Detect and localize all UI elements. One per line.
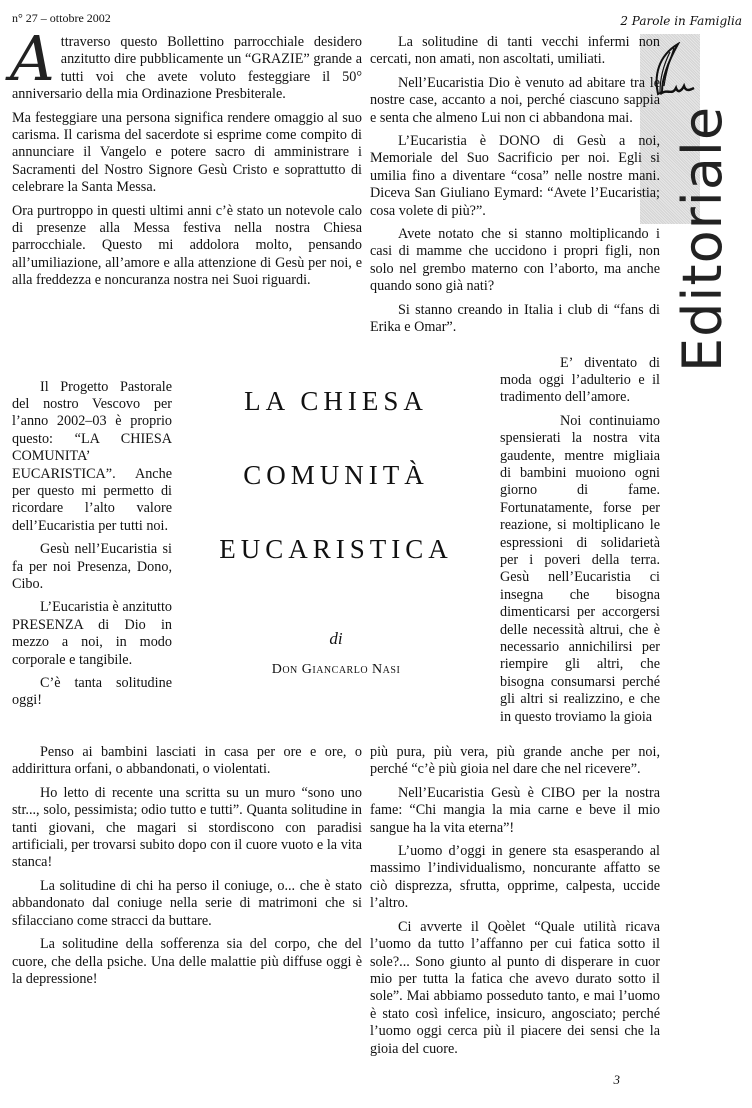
paragraph: Si stanno creando in Italia i club di “fans di Erika e Omar”. [370,301,660,336]
paragraph: Ho letto di recente una scritta su un muro “sono uno str..., solo, pessimista; odio tutto e tutti”. Quanta solitudine in tanti giovani, che magari si stordiscono con paradisi artificiali, per trovarsi subito dopo con il cuore vuoto e la vita stanca! [12,784,362,871]
paragraph: Nell’Eucaristia Gesù è CIBO per la nostra fame: “Chi mangia la mia carne e beve il mio sangue ha la vita eterna”! [370,784,660,836]
top-section [10,22,660,343]
paragraph: Avete notato che si stanno moltiplicando i casi di mamme che uccidono i propri figli, non solo nel grembo materno con l’aborto, ma anche quando sono già nati? [370,226,660,295]
paragraph: L’Eucaristia è anzitutto PRESENZA di Dio in mezzo a noi, in modo corporale e tangibile. [12,599,172,668]
right-bottom-text [370,744,660,1064]
paragraph: C’è tanta solitudine oggi! [12,675,172,709]
paragraph: La solitudine di tanti vecchi infermi non cercati, non amati, non ascoltati, umiliati. [370,34,660,68]
paragraph: Penso ai bambini lasciati in casa per ore e ore, o addirittura orfani, o abbandonati, o violentati. [12,744,362,778]
section-label: Editoriale [671,105,734,372]
paragraph: Il Progetto Pastorale del nostro Vescovo per l’anno 2002–03 è proprio questo: “LA CHIESA COMUNITA’ EUCARISTICA”. Anche per questo mi permetto di ricordare l’alto valore dell’Eucaristia per tutti noi. [12,378,172,534]
bottom-section [12,744,660,1064]
byline-di: di [329,628,343,648]
left-narrow-text [12,355,172,716]
title-line: COMUNITÀ [243,459,429,490]
paragraph: Ma festeggiare una persona significa rendere omaggio al suo carisma. Il carisma del sacerdote si esprime come compito di annunciare il Vangelo e potere sacro di amministrare i Sacramenti del Nostro Signore Gesù Cristo e soprattutto di celebrare la Santa Messa. [12,109,362,196]
drop-cap: A [10,22,55,95]
author: Don Giancarlo Nasi [271,661,401,677]
paragraph: L’Eucaristia è DONO di Gesù a noi, Memoriale del Suo Sacrificio per noi. Egli si umilia fino a diventare “cosa” nelle nostre mani. Diceva San Giuliano Eymard: “Avete l’Eucaristia; cosa volete di più?”. [370,133,660,219]
title-line: EUCARISTICA [219,533,453,564]
paragraph: Ora purtroppo in questi ultimi anni c’è stato un notevole calo di presenze alla Messa festiva nella nostra Chiesa parrocchiale. Questo mi addolora molto, pensando all’umiliazione, all’amore e alla attenzione di Gesù per noi, e alla freddezza e noncuranza nostra nei Suoi riguardi. [12,202,362,289]
paragraph: L’uomo d’oggi in genere sta esasperando al massimo l’individualismo, noncurante affatto se ciò disprezza, sfrutta, opprime, calpesta, uccide l’altro. [370,843,660,912]
issue-date: n° 27 – ottobre 2002 [12,11,111,25]
paragraph: La solitudine della sofferenza sia del corpo, che del cuore, che della psiche. Una delle malattie più diffuse oggi è la depressione! [12,936,362,987]
magazine-name: 2 Parole in Famiglia [620,14,742,28]
paragraph: Ci avverte il Qoèlet “Quale utilità ricava l’uomo da tutto l’affanno per cui fatica sotto il sole?... Sono giunto al punto di disperare in cuor mio per tutta la fatica che avevo durato sotto il sole”. Mai abbiamo posseduto tanto, e mai l’uomo è stato così infelice, insicuro, angosciato; perché l’uomo oggi cerca più il piacere dei sensi che la gioia del cuore. [370,918,660,1057]
paragraph: ttraverso questo Bollettino parrocchiale desidero anzitutto dire pubblicamente un “GRAZIE” grande a tutti voi che avete voluto festeggiare il 50° anniversario della mia Ordinazione Presbiterale. [12,34,362,103]
paragraph: Gesù nell’Eucaristia si fa per noi Presenza, Dono, Cibo. [12,541,172,592]
intro-text [10,22,362,296]
paragraph: più pura, più vera, più grande anche per noi, perché “c’è più gioia nel dare che nel ricevere”. [370,744,660,778]
page-number: 3 [613,1071,620,1087]
paragraph: La solitudine di chi ha perso il coniuge, o... che è stato abbandonato dal coniuge nella serie di matrimoni che si sfilacciano come stracci da buttare. [12,877,362,929]
paragraph: E’ diventato di moda oggi l’adulterio e il tradimento dell’amore. [500,354,660,406]
title-line: LA CHIESA [244,385,428,416]
paragraph: Noi continuiamo spensierati la nostra vita gaudente, mentre migliaia di bambini muoiono ogni giorno di fame. Fortunatamente, forse per reazione, si moltiplicano le espressioni di solidarietà per i poveri della terra. Gesù nell’Eucaristia ci insegna che bisogna dimenticarsi per accorgersi delle necessità altrui, che è necessario annichilirsi per riempire gli altri, che bisogna consumarsi perché gli altri si realizzino, e che in questo troviamo la gioia [500,412,660,725]
middle-section [12,355,660,733]
left-bottom-text [12,744,362,994]
right-top-text [370,34,660,343]
article-title [201,355,471,679]
paragraph: Nell’Eucaristia Dio è venuto ad abitare tra le nostre case, accanto a noi, perché ciascuno sappia e senta che almeno Lui non ci abbandona mai. [370,74,660,126]
right-narrow-text [500,355,660,733]
